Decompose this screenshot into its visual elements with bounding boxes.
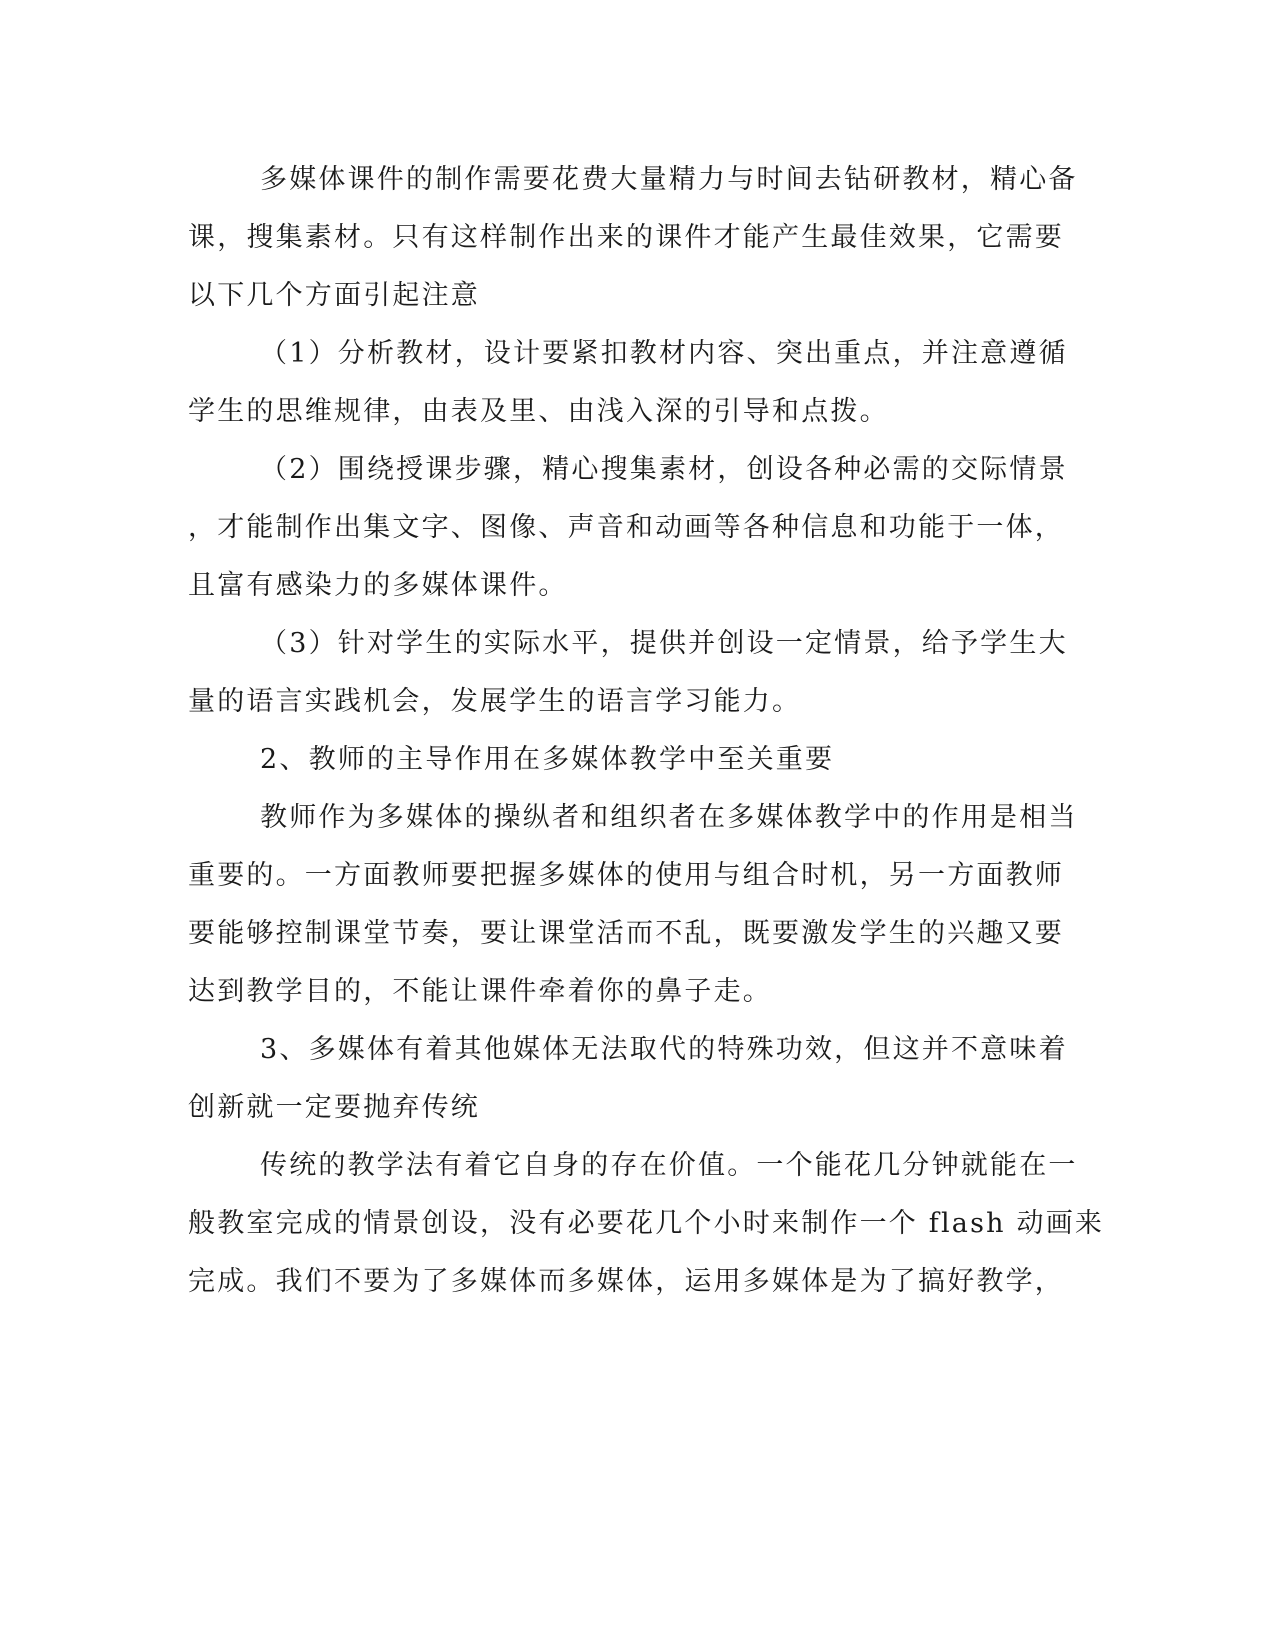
text-line-20: 完成。我们不要为了多媒体而多媒体，运用多媒体是为了搞好教学， [188,1266,1064,1297]
text-line-5: 学生的思维规律，由表及里、由浅入深的引导和点拨。 [188,396,889,427]
text-line-15: 达到教学目的，不能让课件牵着你的鼻子走。 [188,976,772,1007]
text-line-10: 量的语言实践机会，发展学生的语言学习能力。 [188,686,802,717]
text-line-3: 以下几个方面引起注意 [188,280,480,311]
text-line-8: 且富有感染力的多媒体课件。 [188,570,568,601]
text-line-14: 要能够控制课堂节奏，要让课堂活而不乱，既要激发学生的兴趣又要 [188,918,1064,949]
text-line-7: ，才能制作出集文字、图像、声音和动画等各种信息和功能于一体， [188,512,1064,543]
text-line-19: 般教室完成的情景创设，没有必要花几个小时来制作一个 flash 动画来 [188,1208,1105,1239]
text-line-6: （2）围绕授课步骤，精心搜集素材，创设各种必需的交际情景 [260,454,1068,485]
text-line-13: 重要的。一方面教师要把握多媒体的使用与组合时机，另一方面教师 [188,860,1064,891]
text-line-2: 课，搜集素材。只有这样制作出来的课件才能产生最佳效果，它需要 [188,222,1064,253]
text-line-1: 多媒体课件的制作需要花费大量精力与时间去钻研教材，精心备 [260,164,1078,195]
text-line-16: 3、多媒体有着其他媒体无法取代的特殊功效，但这并不意味着 [260,1034,1068,1065]
text-line-17: 创新就一定要抛弃传统 [188,1092,480,1123]
text-line-12: 教师作为多媒体的操纵者和组织者在多媒体教学中的作用是相当 [260,802,1078,833]
text-line-4: （1）分析教材，设计要紧扣教材内容、突出重点，并注意遵循 [260,338,1068,369]
text-line-9: （3）针对学生的实际水平，提供并创设一定情景，给予学生大 [260,628,1068,659]
text-line-18: 传统的教学法有着它自身的存在价值。一个能花几分钟就能在一 [260,1150,1078,1181]
text-line-11: 2、教师的主导作用在多媒体教学中至关重要 [260,744,835,775]
